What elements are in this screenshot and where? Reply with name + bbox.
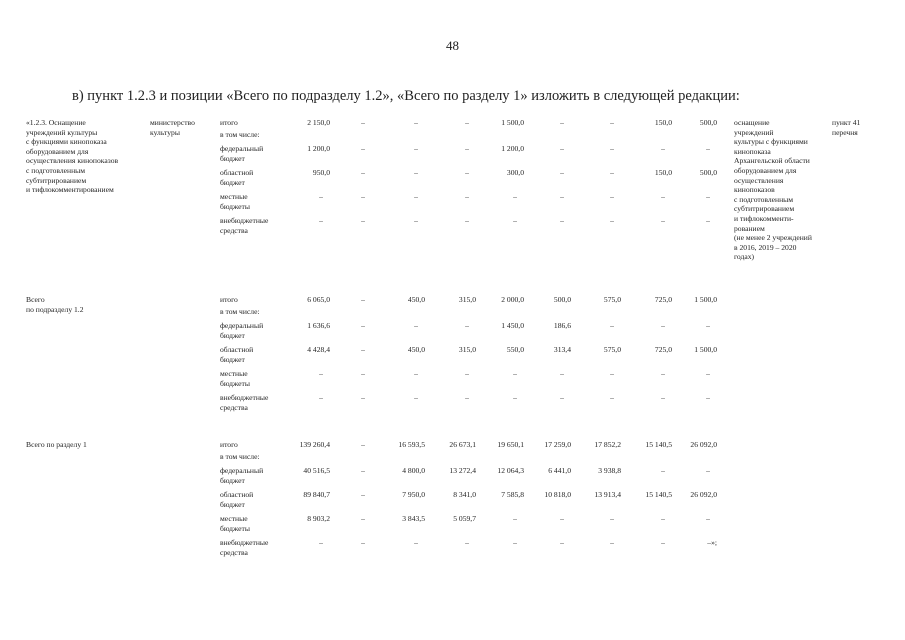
value-cell: – (610, 144, 614, 153)
value-cell: – (361, 345, 365, 354)
value-cell: – (361, 514, 365, 523)
funding-source-label: итого (220, 440, 238, 449)
funding-source-label: бюджеты (220, 201, 250, 211)
value-cell: – (465, 118, 469, 127)
funding-source-label: бюджет (220, 330, 245, 340)
value-cell: – (319, 538, 323, 547)
funding-source-label: федеральный (220, 144, 264, 153)
expected-result-line: культуры с функциями (734, 137, 808, 147)
value-cell: – (465, 144, 469, 153)
value-cell: – (706, 514, 710, 523)
funding-source-label: итого (220, 295, 238, 304)
value-cell: – (610, 216, 614, 225)
value-cell: – (361, 192, 365, 201)
value-cell: 139 260,4 (299, 440, 330, 449)
value-cell: – (661, 321, 665, 330)
value-cell: – (414, 144, 418, 153)
value-cell: – (465, 369, 469, 378)
expected-result-line: оснащение (734, 118, 770, 127)
value-cell: – (560, 118, 564, 127)
value-cell: – (661, 144, 665, 153)
expected-result-line: рованием (734, 223, 765, 233)
value-cell: 500,0 (699, 118, 717, 127)
value-cell: – (414, 216, 418, 225)
value-cell: 150,0 (654, 118, 672, 127)
value-cell: – (706, 466, 710, 475)
value-cell: – (661, 369, 665, 378)
value-cell: – (610, 369, 614, 378)
value-cell: – (513, 393, 517, 402)
value-cell: 5 059,7 (453, 514, 476, 523)
value-cell: 7 950,0 (402, 490, 425, 499)
item-name-line: субтитрированием (26, 175, 87, 185)
value-cell: – (661, 393, 665, 402)
item-name-line: с функциями кинопоказа (26, 137, 107, 147)
value-cell: – (414, 192, 418, 201)
value-cell: 575,0 (603, 295, 621, 304)
value-cell: – (414, 168, 418, 177)
value-cell: – (560, 144, 564, 153)
expected-result-line: учреждений (734, 127, 774, 137)
value-cell: – (465, 393, 469, 402)
value-cell: – (661, 192, 665, 201)
value-cell: 2 150,0 (307, 118, 330, 127)
value-cell: 150,0 (654, 168, 672, 177)
value-cell: 6 441,0 (548, 466, 571, 475)
value-cell: 13 913,4 (594, 490, 621, 499)
value-cell: – (560, 514, 564, 523)
value-cell: 10 818,0 (544, 490, 571, 499)
item-name-line: и тифлокомментированием (26, 185, 114, 195)
value-cell: – (465, 192, 469, 201)
page-number: 48 (446, 38, 459, 53)
item-name-line: «1.2.3. Оснащение (26, 118, 86, 127)
value-cell: 300,0 (506, 168, 524, 177)
funding-source-label: средства (220, 225, 248, 235)
value-cell: – (560, 192, 564, 201)
value-cell: – (560, 538, 564, 547)
value-cell: – (513, 216, 517, 225)
value-cell: 1 500,0 (694, 345, 717, 354)
expected-result-line: оборудованием для (734, 166, 797, 175)
value-cell: 26 673,1 (449, 440, 476, 449)
value-cell: – (465, 216, 469, 225)
funding-source-label: федеральный (220, 466, 264, 475)
value-cell: 8 903,2 (307, 514, 330, 523)
funding-source-label: федеральный (220, 321, 264, 330)
value-cell: – (361, 321, 365, 330)
funding-source-label: в том числе: (220, 452, 260, 461)
value-cell: 550,0 (506, 345, 524, 354)
value-cell: – (414, 321, 418, 330)
item-name-line: осуществления кинопоказов (26, 156, 119, 166)
value-cell: 1 450,0 (501, 321, 524, 330)
value-cell: 17 259,0 (544, 440, 571, 449)
value-cell: 7 585,8 (501, 490, 524, 499)
funding-source-label: бюджет (220, 499, 245, 509)
value-cell: – (361, 490, 365, 499)
value-cell: – (661, 538, 665, 547)
value-cell: – (706, 192, 710, 201)
expected-result-line: в 2016, 2019 – 2020 (734, 242, 797, 252)
funding-source-label: областной (220, 345, 254, 354)
funding-source-label: итого (220, 118, 238, 127)
value-cell: – (513, 192, 517, 201)
value-cell: – (661, 216, 665, 225)
funding-source-label: областной (220, 168, 254, 177)
value-cell: – (661, 466, 665, 475)
value-cell: – (361, 118, 365, 127)
funding-source-label: внебюджетные (220, 216, 269, 225)
item-name-line: Всего (26, 295, 45, 304)
value-cell: 40 516,5 (303, 466, 330, 475)
value-cell: – (414, 369, 418, 378)
value-cell: – (560, 393, 564, 402)
expected-result-line: годах) (734, 252, 755, 262)
value-cell: – (414, 118, 418, 127)
funding-source-label: в том числе: (220, 307, 260, 316)
value-cell: – (706, 216, 710, 225)
value-cell: – (610, 321, 614, 330)
value-cell: 1 200,0 (307, 144, 330, 153)
value-cell: – (610, 118, 614, 127)
funding-source-label: местные (220, 192, 248, 201)
value-cell: – (465, 321, 469, 330)
reference-line: перечня (832, 127, 858, 137)
value-cell: – (706, 144, 710, 153)
value-cell: 19 650,1 (497, 440, 524, 449)
item-name-line: Всего по разделу 1 (26, 440, 87, 449)
item-name-line: учреждений культуры (26, 127, 98, 137)
value-cell: –»; (707, 538, 717, 547)
value-cell: 89 840,7 (303, 490, 330, 499)
value-cell: – (361, 440, 365, 449)
value-cell: 16 593,5 (398, 440, 425, 449)
value-cell: 17 852,2 (594, 440, 621, 449)
value-cell: 315,0 (458, 345, 476, 354)
value-cell: 15 140,5 (645, 490, 672, 499)
value-cell: 450,0 (407, 345, 425, 354)
funding-source-label: в том числе: (220, 130, 260, 139)
expected-result-line: кинопоказа (734, 146, 771, 156)
value-cell: 1 200,0 (501, 144, 524, 153)
value-cell: – (610, 192, 614, 201)
value-cell: – (513, 369, 517, 378)
value-cell: – (560, 369, 564, 378)
value-cell: – (560, 168, 564, 177)
value-cell: – (319, 216, 323, 225)
value-cell: 26 092,0 (690, 440, 717, 449)
item-name-line: по подразделу 1.2 (26, 304, 84, 314)
value-cell: – (513, 514, 517, 523)
value-cell: – (319, 369, 323, 378)
value-cell: – (361, 168, 365, 177)
funding-source-label: местные (220, 514, 248, 523)
value-cell: 1 500,0 (501, 118, 524, 127)
value-cell: 26 092,0 (690, 490, 717, 499)
expected-result-line: субтитрированием (734, 204, 795, 214)
value-cell: 313,4 (553, 345, 571, 354)
value-cell: 725,0 (654, 295, 672, 304)
value-cell: 3 843,5 (402, 514, 425, 523)
funding-source-label: бюджеты (220, 378, 250, 388)
value-cell: – (361, 144, 365, 153)
value-cell: – (414, 538, 418, 547)
value-cell: – (319, 192, 323, 201)
value-cell: – (610, 168, 614, 177)
funding-source-label: внебюджетные (220, 393, 269, 402)
value-cell: 575,0 (603, 345, 621, 354)
expected-result-line: кинопоказов (734, 185, 775, 195)
value-cell: – (361, 369, 365, 378)
value-cell: – (361, 295, 365, 304)
value-cell: 186,6 (553, 321, 571, 330)
item-name-line: оборудованием для (26, 146, 89, 156)
value-cell: 500,0 (699, 168, 717, 177)
funding-source-label: средства (220, 402, 248, 412)
amendment-heading: в) пункт 1.2.3 и позиции «Всего по подразделу 1.2», «Всего по разделу 1» изложить в следующей редакции: (72, 88, 740, 104)
funding-source-label: бюджет (220, 177, 245, 187)
value-cell: – (706, 369, 710, 378)
reference-line: пункт 41 (832, 118, 861, 127)
funding-source-label: бюджет (220, 153, 245, 163)
value-cell: – (414, 393, 418, 402)
value-cell: – (361, 538, 365, 547)
value-cell: – (513, 538, 517, 547)
expected-result-line: с подготовленным (734, 194, 794, 204)
value-cell: 2 000,0 (501, 295, 524, 304)
value-cell: 4 428,4 (307, 345, 330, 354)
value-cell: – (465, 538, 469, 547)
funding-source-label: бюджет (220, 354, 245, 364)
value-cell: – (706, 321, 710, 330)
value-cell: 4 800,0 (402, 466, 425, 475)
executor-line: культуры (150, 127, 180, 137)
value-cell: 3 938,8 (598, 466, 621, 475)
value-cell: 8 341,0 (453, 490, 476, 499)
value-cell: – (361, 393, 365, 402)
executor-line: министерство (150, 118, 195, 127)
value-cell: – (661, 514, 665, 523)
value-cell: 13 272,4 (449, 466, 476, 475)
value-cell: – (465, 168, 469, 177)
value-cell: – (560, 216, 564, 225)
expected-result-line: осуществления (734, 175, 784, 185)
value-cell: – (361, 216, 365, 225)
value-cell: 12 064,3 (497, 466, 524, 475)
value-cell: 15 140,5 (645, 440, 672, 449)
value-cell: 6 065,0 (307, 295, 330, 304)
funding-source-label: бюджет (220, 475, 245, 485)
expected-result-line: Архангельской области (734, 156, 810, 166)
value-cell: 450,0 (407, 295, 425, 304)
value-cell: 725,0 (654, 345, 672, 354)
funding-source-label: бюджеты (220, 523, 250, 533)
value-cell: – (319, 393, 323, 402)
funding-source-label: внебюджетные (220, 538, 269, 547)
funding-source-label: областной (220, 490, 254, 499)
value-cell: – (610, 514, 614, 523)
value-cell: 1 500,0 (694, 295, 717, 304)
value-cell: 500,0 (553, 295, 571, 304)
value-cell: 315,0 (458, 295, 476, 304)
item-name-line: с подготовленным (26, 166, 86, 175)
funding-source-label: местные (220, 369, 248, 378)
expected-result-line: (не менее 2 учреждений (734, 233, 812, 243)
funding-source-label: средства (220, 547, 248, 557)
value-cell: – (706, 393, 710, 402)
value-cell: 950,0 (312, 168, 330, 177)
value-cell: 1 636,6 (307, 321, 330, 330)
value-cell: – (361, 466, 365, 475)
expected-result-line: и тифлокомменти- (734, 214, 794, 223)
value-cell: – (610, 538, 614, 547)
value-cell: – (610, 393, 614, 402)
